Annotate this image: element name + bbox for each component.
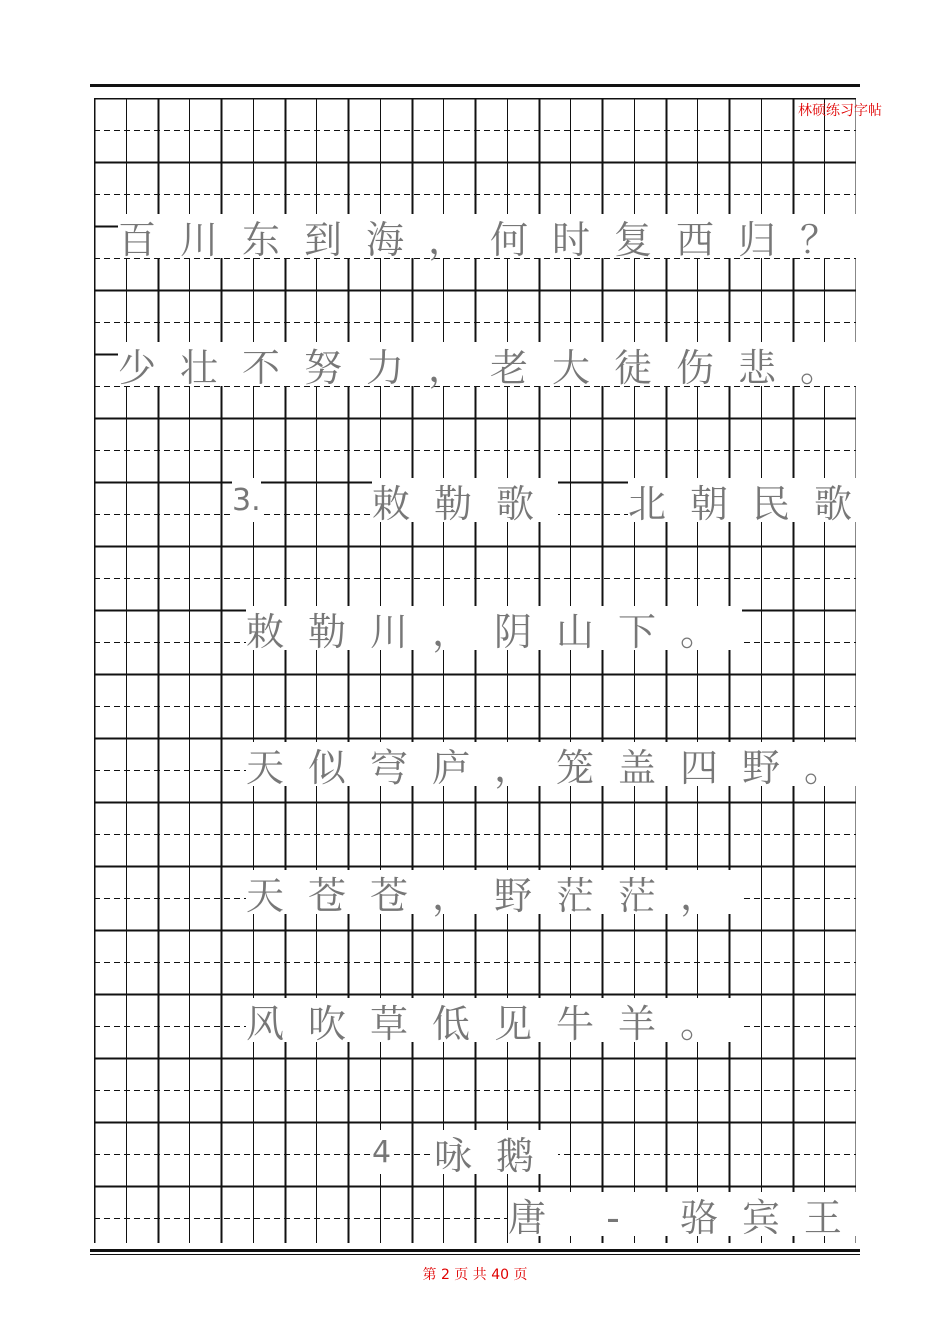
section-number-4: 4 <box>372 1130 391 1174</box>
poem-author-bei-chao: 北朝民歌 <box>628 478 876 522</box>
practice-grid <box>94 98 856 1243</box>
poem-title-chile-ge: 敕勒歌 <box>372 478 558 522</box>
brand-label: 林硕练习字帖 <box>798 103 882 119</box>
poem-line-1: 百川东到海，何时复西归？ <box>118 214 862 258</box>
poem-line-3: 敕勒川，阴山下。 <box>246 606 742 650</box>
bottom-rule <box>90 1249 860 1252</box>
poem-line-5: 天苍苍，野茫茫， <box>246 870 742 914</box>
poem-title-yong-e: 咏鹅 <box>434 1130 558 1174</box>
poem-line-2: 少壮不努力，老大徒伤悲。 <box>118 342 862 386</box>
poem-line-4: 天似穹庐，笼盖四野。 <box>246 742 866 786</box>
top-rule <box>90 84 860 87</box>
bottom-rule-thin <box>90 1254 860 1255</box>
section-number-3: 3. <box>232 478 261 522</box>
page-counter: 第 2 页 共 40 页 <box>422 1267 528 1283</box>
poem-line-6: 风吹草低见牛羊。 <box>246 998 742 1042</box>
grid-lines <box>94 98 856 1243</box>
poem-author-luo-binwang: 唐 - 骆宾王 <box>508 1192 866 1236</box>
